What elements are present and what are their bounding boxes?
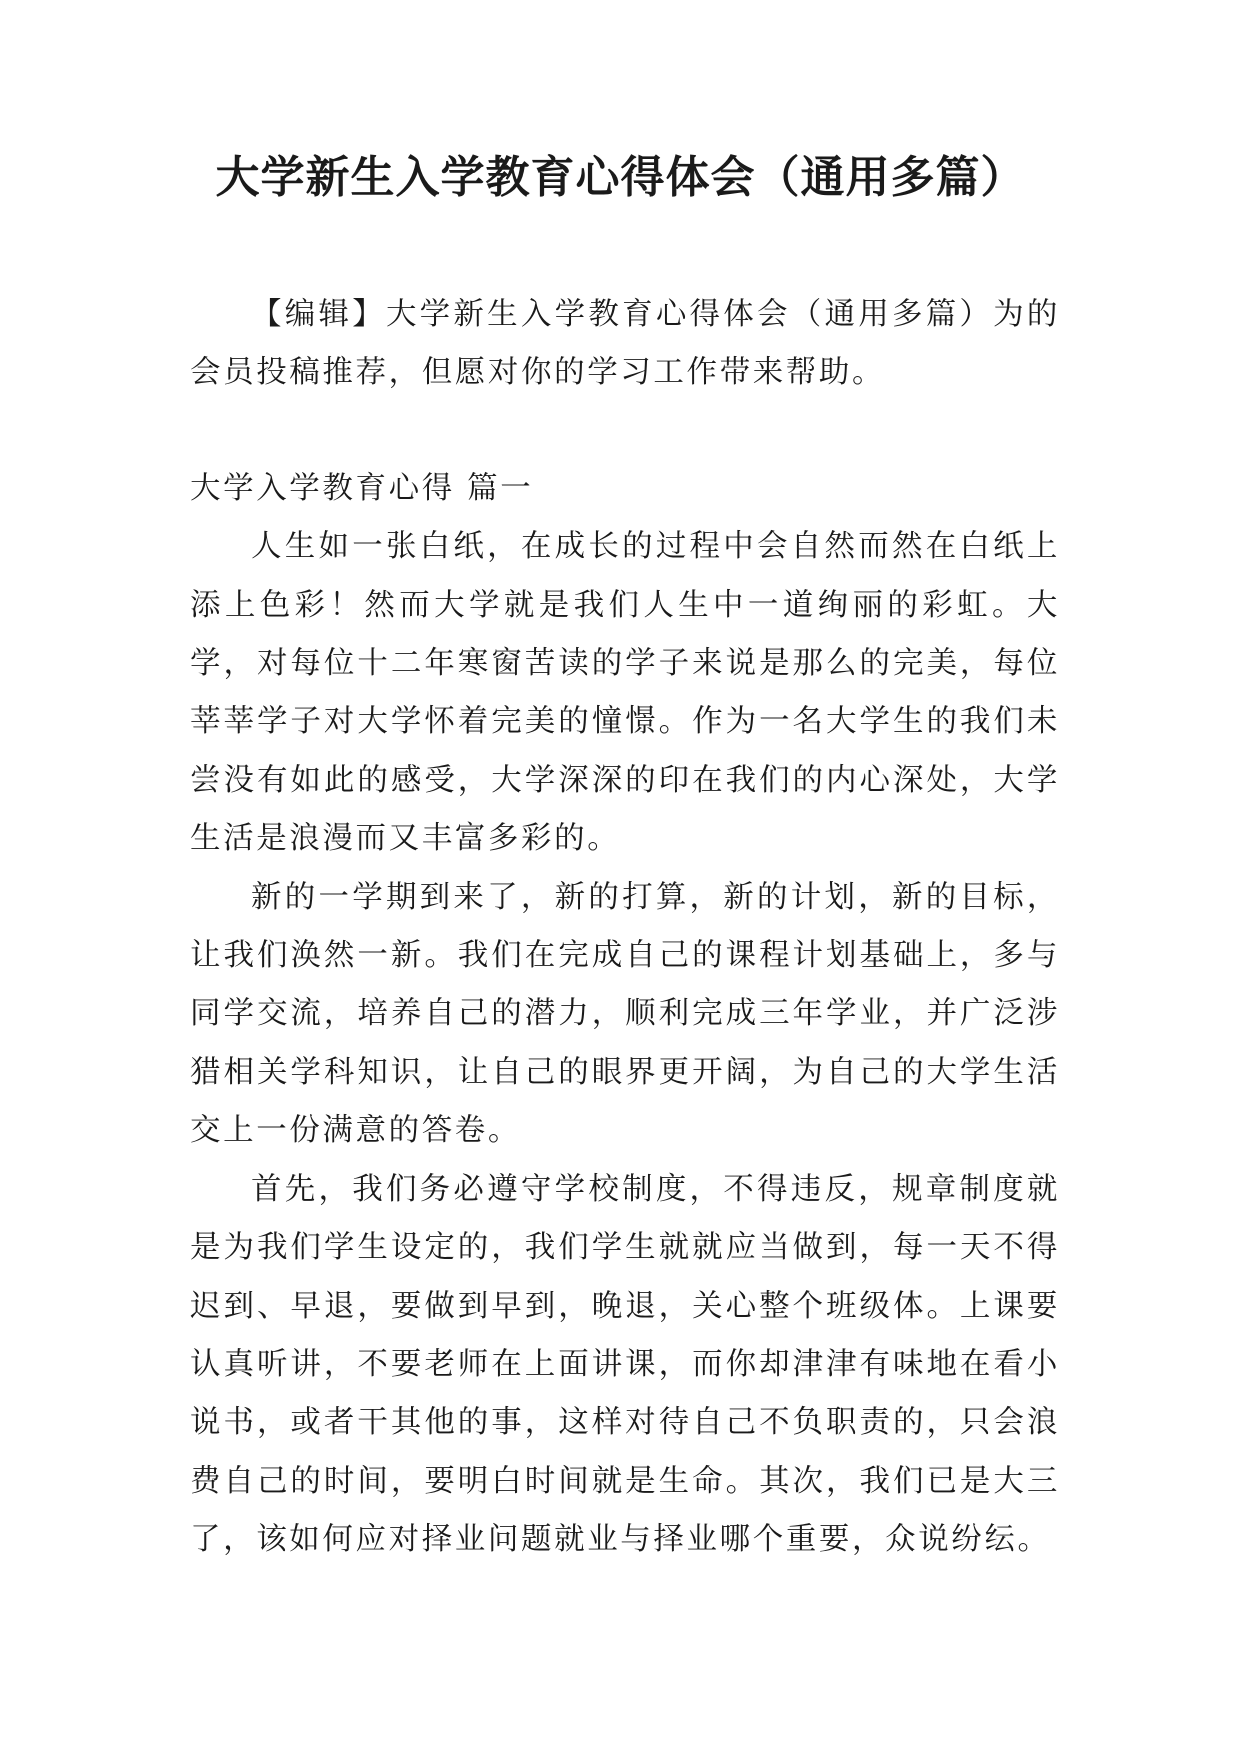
- document-body: [190, 286, 1060, 1570]
- section-heading: 大学入学教育心得 篇一: [190, 470, 534, 506]
- body-paragraph: 人生如一张白纸，在成长的过程中会自然而然在白纸上添上色彩！然而大学就是我们人生中一道绚丽的彩虹。大学，对每位十二年寒窗苦读的学子来说是那么的完美，每位莘莘学子对大学怀着完美的憧憬。作为一名大学生的我们未尝没有如此的感受，大学深深的印在我们的内心深处，大学生活是浪漫而又丰富多彩的。: [190, 529, 1060, 857]
- intro-paragraph: 【编辑】大学新生入学教育心得体会（通用多篇）为的会员投稿推荐，但愿对你的学习工作带来帮助。: [190, 297, 1060, 391]
- document-title: 大学新生入学教育心得体会（通用多篇）: [215, 152, 1026, 203]
- body-paragraph: 首先，我们务必遵守学校制度，不得违反，规章制度就是为我们学生设定的，我们学生就就应当做到，每一天不得迟到、早退，要做到早到，晚退，关心整个班级体。上课要认真听讲，不要老师在上面讲课，而你却津津有味地在看小说书，或者干其他的事，这样对待自己不负职责的，只会浪费自己的时间，要明白时间就是生命。其次，我们已是大三了，该如何应对择业问题就业与择业哪个重要，众说纷纭。: [190, 1171, 1060, 1558]
- body-paragraph: 新的一学期到来了，新的打算，新的计划，新的目标，让我们涣然一新。我们在完成自己的课程计划基础上，多与同学交流，培养自己的潜力，顺利完成三年学业，并广泛涉猎相关学科知识，让自己的眼界更开阔，为自己的大学生活交上一份满意的答卷。: [190, 879, 1060, 1149]
